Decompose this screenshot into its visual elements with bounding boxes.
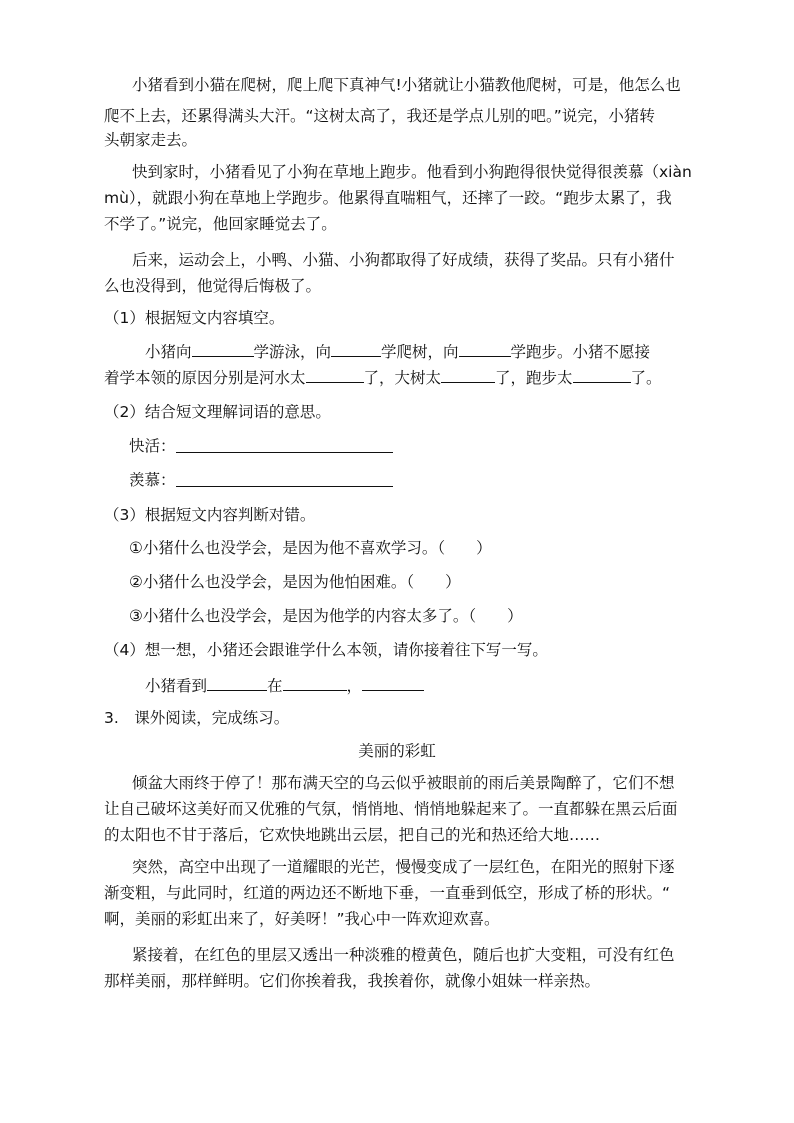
q4-blank-who[interactable] [207,676,267,691]
story1-p3-line2: 么也没得到，他觉得后悔极了。 [104,277,322,295]
q1-blank-climb-teacher[interactable] [331,342,381,357]
q4-label: （4）想一想，小猪还会跟谁学什么本领，请你接着往下写一写。 [104,641,548,659]
q4-blank-then[interactable] [362,676,424,691]
q1-line2 [104,368,662,388]
q3-item-1[interactable]: ①小猪什么也没学会，是因为他不喜欢学习。（ ） [129,539,492,557]
q2-label: （2）结合短文理解词语的意思。 [104,403,331,421]
q1-line1 [145,342,650,362]
q1-line1-part4: 学跑步。小猪不愿接 [510,343,651,361]
q1-blank-water-reason[interactable] [306,368,364,383]
q1-blank-run-teacher[interactable] [459,342,511,357]
story1-p2-line2: mù），就跟小狗在草地上学跑步。他累得直喘粗气，还摔了一跤。“跑步太累了，我 [104,189,672,207]
section3-p3-line1: 紧接着，在红色的里层又透出一种淡雅的橙黄色，随后也扩大变粗，可没有红色 [132,946,675,964]
section3-heading: 3. 课外阅读，完成练习。 [104,709,290,727]
q4-line [145,676,424,696]
q3-item-2[interactable]: ②小猪什么也没学会，是因为他怕困难。（ ） [129,573,461,591]
story1-p2-line1: 快到家时，小猪看见了小狗在草地上跑步。他看到小狗跑得很快觉得很羡慕（xiàn [132,163,692,181]
q1-blank-swim-teacher[interactable] [192,342,254,357]
story1-p1-line1: 小猪看到小猫在爬树，爬上爬下真神气!小猪就让小猫教他爬树，可是，他怎么也 [132,76,681,94]
q4-part2: 在 [267,677,283,695]
q1-line2-part2: 了，大树太 [363,369,442,387]
section3-p2-line1: 突然，高空中出现了一道耀眼的光芒，慢慢变成了一层红色，在阳光的照射下逐 [132,858,675,876]
story1-p2-line3: 不学了。”说完，他回家睡觉去了。 [104,215,337,233]
q4-part1: 小猪看到 [145,677,208,695]
q3-item-3[interactable]: ③小猪什么也没学会，是因为他学的内容太多了。（ ） [129,607,523,625]
q1-line2-part1: 着学本领的原因分别是河水太 [104,369,306,387]
section3-title: 美丽的彩虹 [358,742,436,760]
q1-blank-run-reason[interactable] [573,368,631,383]
story1-p1-line2: 爬不上去，还累得满头大汗。“这树太高了，我还是学点儿别的吧。”说完，小猪转 [104,107,655,125]
section3-p3-line2: 那样美丽，那样鲜明。它们你挨着我，我挨着你，就像小姐妹一样亲热。 [104,972,601,990]
q2-answer-line-2[interactable] [176,486,393,487]
section3-p1-line2: 让自己破坏这美好而又优雅的气氛，悄悄地、悄悄地躲起来了。一直都躲在黑云后面 [104,800,678,818]
q1-line2-part4: 了。 [630,369,662,387]
q3-label: （3）根据短文内容判断对错。 [104,506,316,524]
q1-line2-part3: 了，跑步太 [495,369,573,387]
q4-part3: ， [346,677,363,695]
q1-blank-tree-reason[interactable] [441,368,495,383]
q4-blank-doing[interactable] [283,676,347,691]
q2-word1: 快活： [129,437,176,455]
section3-p1-line3: 的太阳也不甘于落后，它欢快地跳出云层，把自己的光和热还给大地…… [104,826,601,844]
story1-p1-line3: 头朝家走去。 [104,131,198,149]
section3-p2-line3: 啊，美丽的彩虹出来了，好美呀！”我心中一阵欢迎欢喜。 [104,910,500,928]
q2-answer-line-1[interactable] [176,452,393,453]
q1-line1-part2: 学游泳，向 [253,343,332,361]
q1-line1-part3: 学爬树，向 [381,343,459,361]
q1-line1-part1: 小猪向 [145,343,192,361]
section3-p2-line2: 渐变粗，与此同时，红道的两边还不断地下垂，一直垂到低空，形成了桥的形状。“ [104,884,671,902]
q1-label: （1）根据短文内容填空。 [104,309,285,327]
q2-word2: 羡慕： [129,471,176,489]
story1-p3-line1: 后来，运动会上，小鸭、小猫、小狗都取得了好成绩，获得了奖品。只有小猪什 [132,251,675,269]
section3-p1-line1: 倾盆大雨终于停了！那布满天空的乌云似乎被眼前的雨后美景陶醉了，它们不想 [132,774,675,792]
